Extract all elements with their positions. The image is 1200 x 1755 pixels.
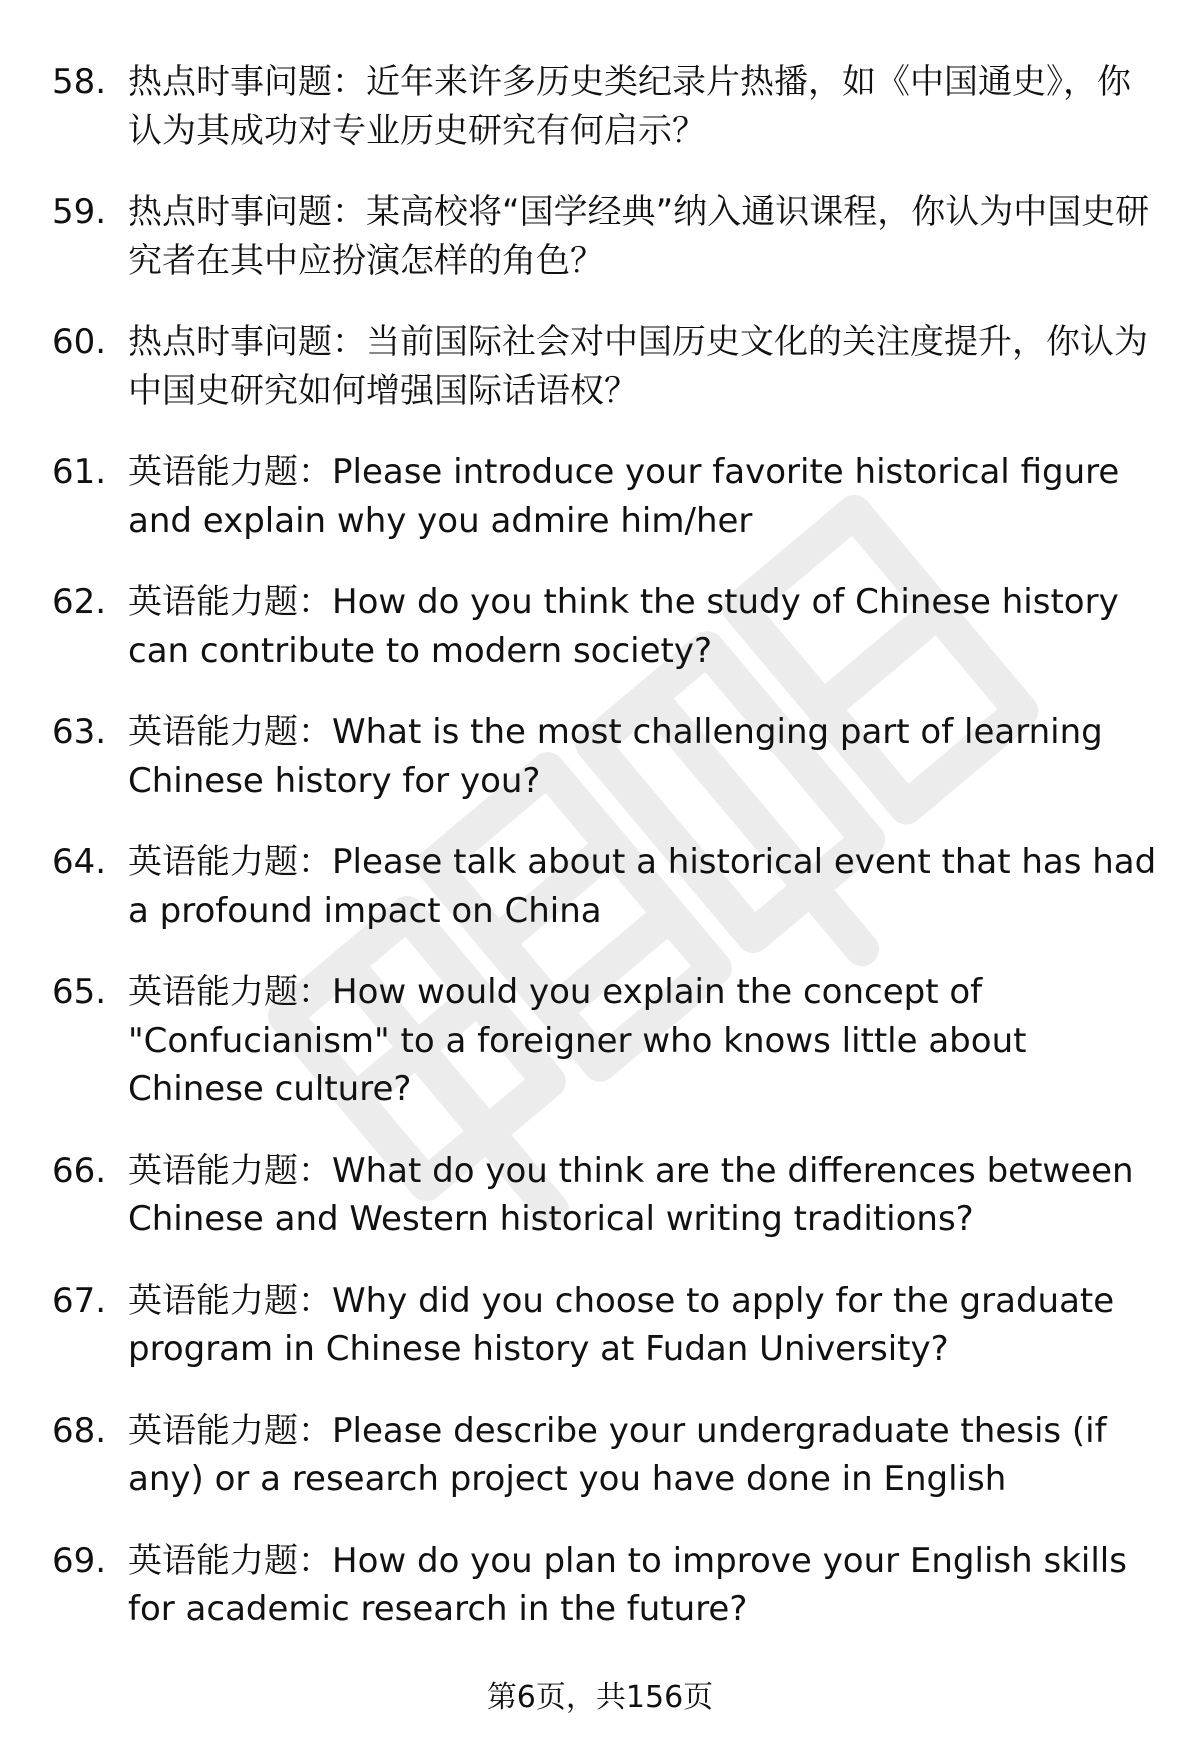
question-item (52, 838, 1162, 935)
question-text: 英语能力题：Please describe your undergraduate thesis (if any) or a research project you have done in English (128, 1410, 1107, 1499)
question-text: 英语能力题：How would you explain the concept of "Confucianism" to a foreigner who knows little about Chinese culture? (128, 972, 1027, 1109)
question-number: 62. (52, 582, 107, 622)
question-number: 68. (52, 1410, 107, 1451)
question-text: 英语能力题：How do you think the study of Chinese history can contribute to modern society? (128, 582, 1119, 671)
question-item (52, 1407, 1162, 1504)
question-item (52, 968, 1162, 1114)
question-text: 英语能力题：What do you think are the differences between Chinese and Western historical writing traditions? (128, 1150, 1134, 1239)
question-item (52, 708, 1162, 805)
question-number: 67. (52, 1280, 107, 1321)
question-text: 热点时事问题：当前国际社会对中国历史文化的关注度提升，你认为中国史研究如何增强国际话语权？ (128, 322, 1148, 411)
question-text: 英语能力题：Please introduce your favorite historical figure and explain why you admire him/her (128, 452, 1120, 541)
question-text: 热点时事问题：某高校将“国学经典”纳入通识课程，你认为中国史研究者在其中应扮演怎样的角色？ (128, 192, 1150, 281)
question-text: 热点时事问题：近年来许多历史类纪录片热播，如《中国通史》，你认为其成功对专业历史研究有何启示？ (128, 62, 1131, 151)
question-number: 65. (52, 972, 107, 1012)
question-text: 英语能力题：Please talk about a historical event that has had a profound impact on China (128, 842, 1157, 931)
question-item (52, 1537, 1162, 1634)
question-item (52, 318, 1162, 415)
question-number: 58. (52, 62, 107, 102)
question-number: 60. (52, 322, 107, 362)
question-number: 63. (52, 712, 107, 752)
question-number: 59. (52, 192, 107, 232)
question-number: 61. (52, 452, 107, 492)
question-item (52, 188, 1162, 285)
question-list (52, 58, 1162, 1667)
question-item (52, 448, 1162, 545)
question-item (52, 1277, 1162, 1374)
question-item (52, 578, 1162, 675)
question-number: 69. (52, 1540, 107, 1581)
question-text: 英语能力题：What is the most challenging part of learning Chinese history for you? (128, 712, 1103, 801)
question-text: 英语能力题：Why did you choose to apply for the graduate program in Chinese history at Fudan University? (128, 1280, 1115, 1369)
question-text: 英语能力题：How do you plan to improve your English skills for academic research in the future? (128, 1540, 1127, 1629)
question-number: 64. (52, 842, 107, 882)
question-number: 66. (52, 1150, 107, 1191)
question-item (52, 1147, 1162, 1244)
page-number-footer: 第6页，共156页 (486, 1680, 714, 1715)
question-item (52, 58, 1162, 155)
